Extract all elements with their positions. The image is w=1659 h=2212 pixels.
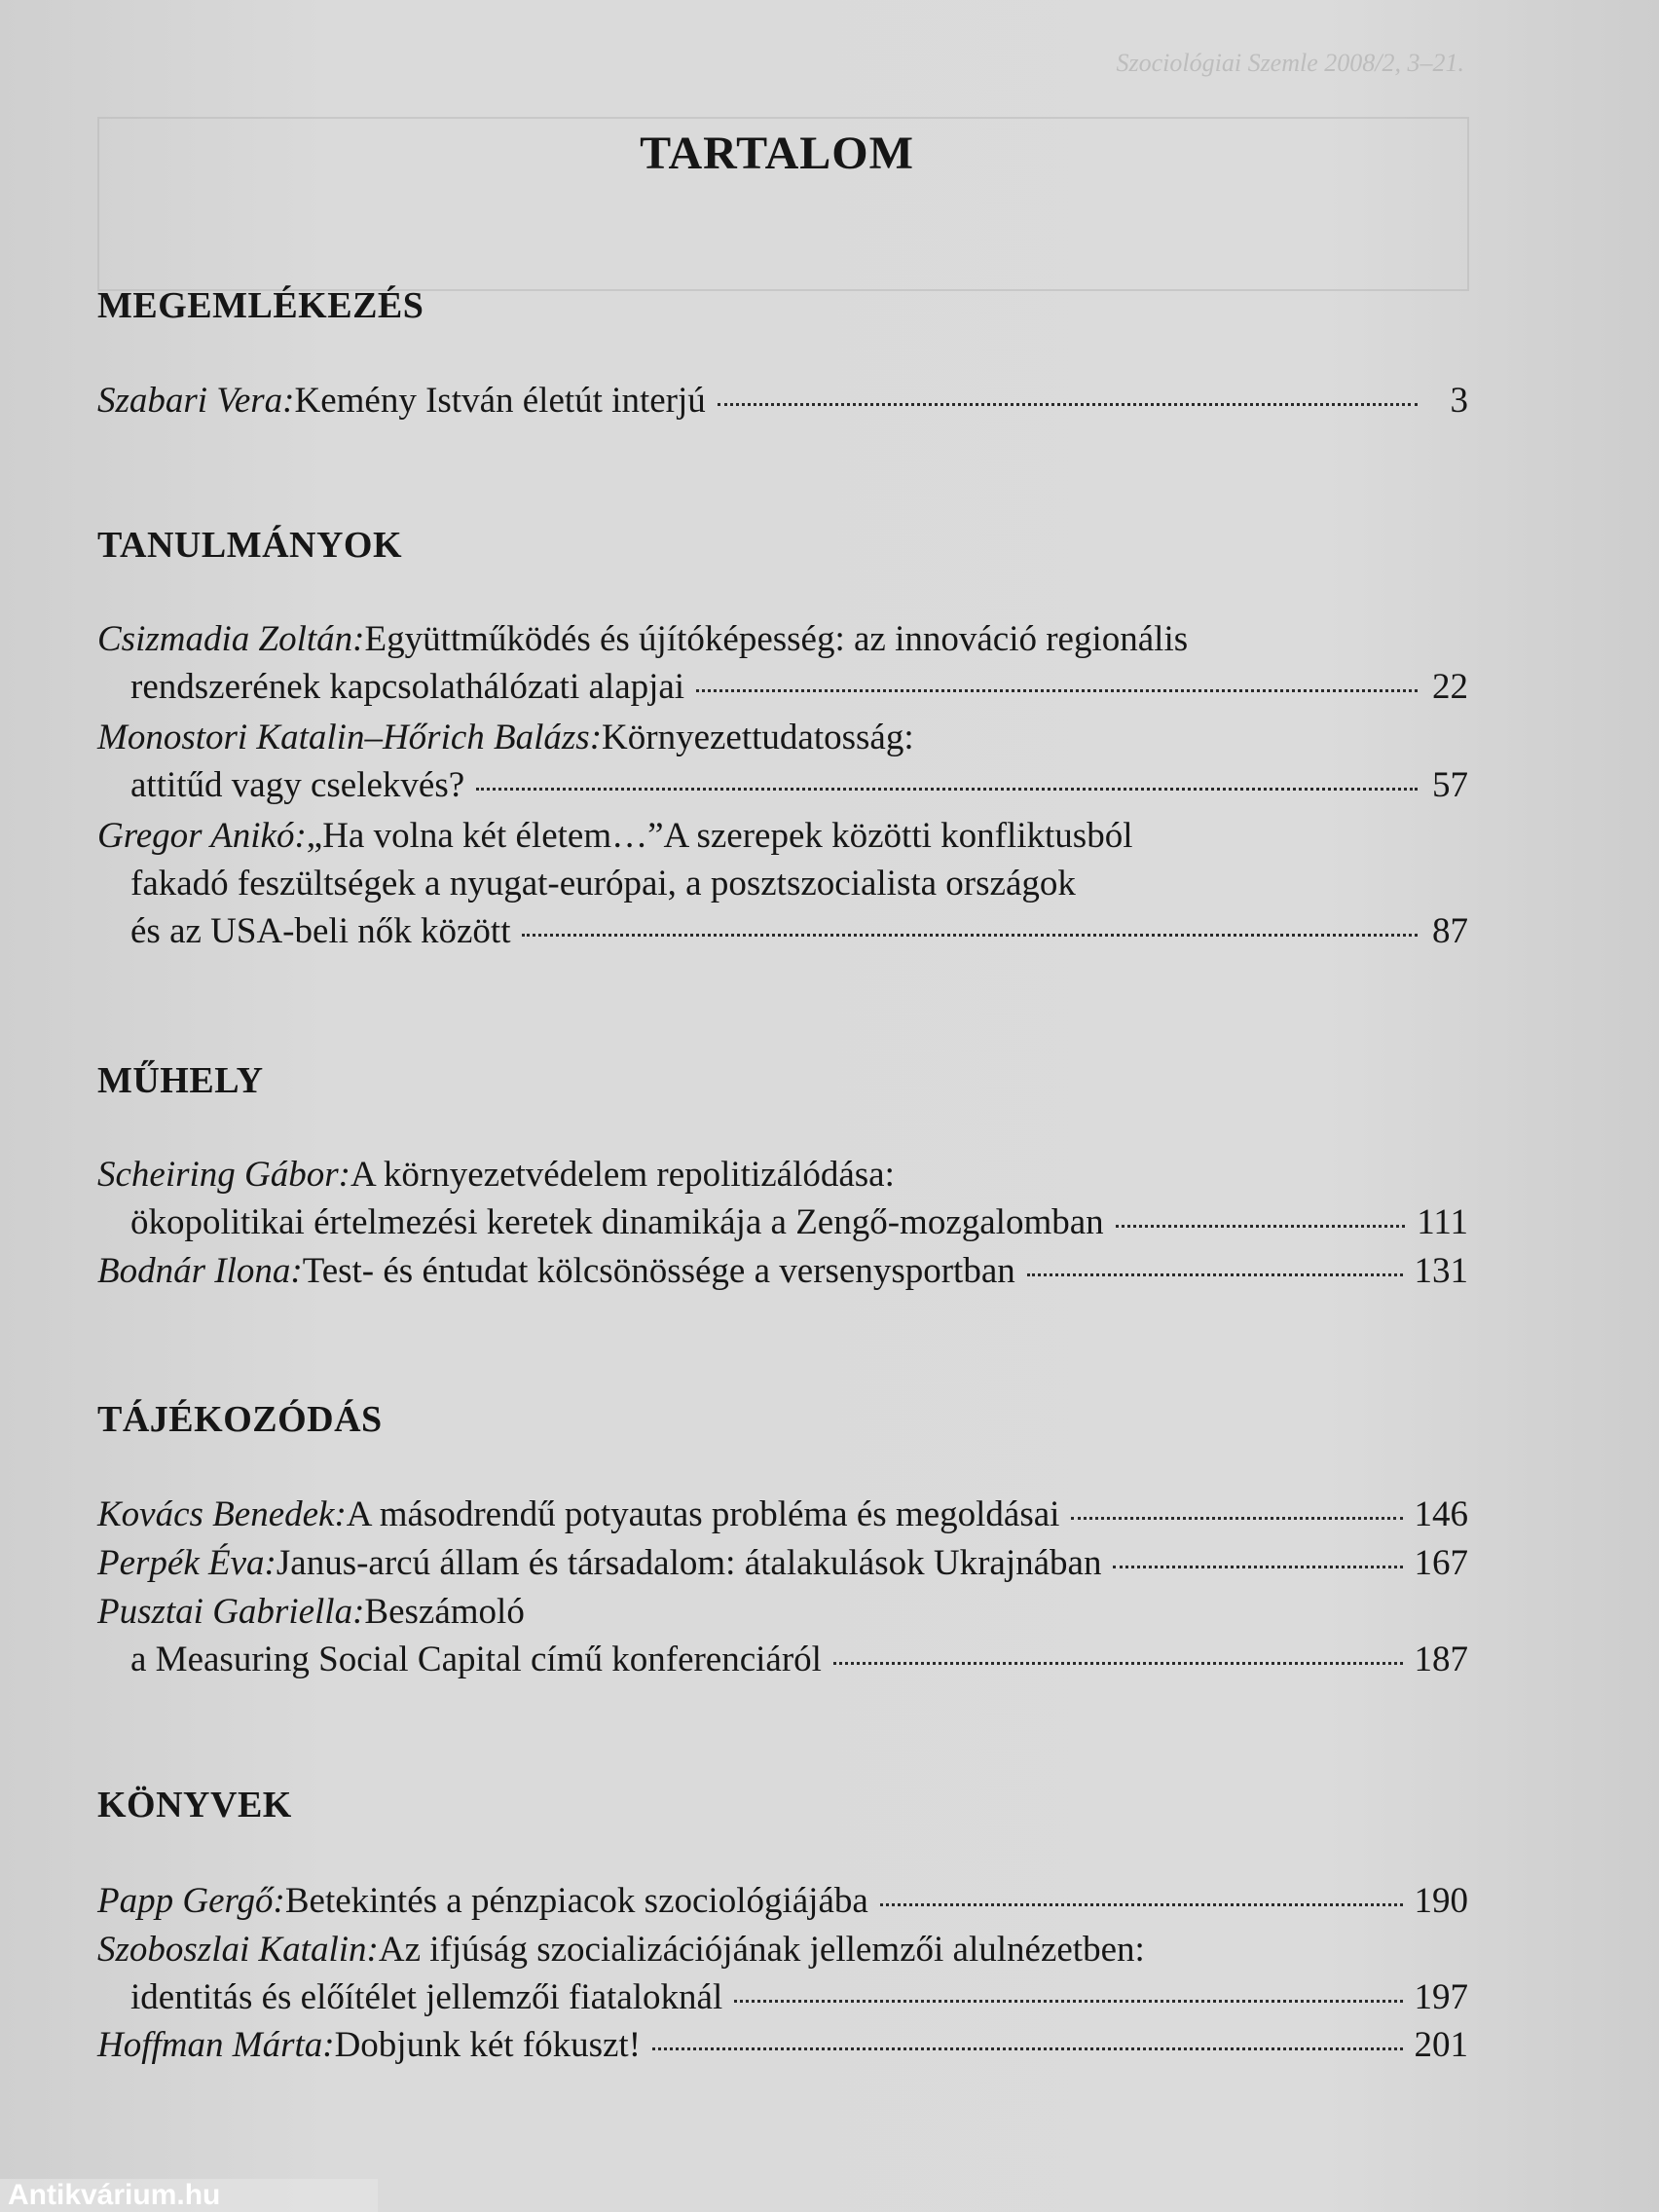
- toc-entry-hoffman[interactable]: [97, 2022, 1468, 2069]
- entry-title: rendszerének kapcsolathálózati alapjai: [130, 667, 685, 707]
- toc-entry-pusztai-cont[interactable]: [130, 1637, 1468, 1683]
- entry-title: Betekintés a pénzpiacok szociológiájába: [284, 1881, 868, 1921]
- entry-title: Janus-arcú állam és társadalom: átalakulások Ukrajnában: [276, 1543, 1102, 1583]
- entry-title: Test- és éntudat kölcsönössége a versenysportban: [302, 1251, 1015, 1291]
- toc-entry-papp[interactable]: [97, 1878, 1468, 1925]
- entry-page: 22: [1432, 667, 1468, 707]
- toc-entry-perpek[interactable]: [97, 1540, 1468, 1587]
- entry-page: 201: [1414, 2025, 1468, 2065]
- toc-entry-csizmadia-cont[interactable]: [130, 664, 1468, 711]
- leader-dots: [1116, 1225, 1406, 1228]
- entry-author: Monostori Katalin–Hőrich Balázs:: [97, 718, 603, 757]
- page-title: TARTALOM: [640, 128, 914, 179]
- entry-title: identitás és előítélet jellemzői fiataloknál: [130, 1977, 723, 2017]
- entry-page: 187: [1414, 1640, 1468, 1679]
- entry-author: Pusztai Gabriella:: [97, 1592, 365, 1632]
- toc-entry-bodnar[interactable]: [97, 1248, 1468, 1295]
- entry-page: 190: [1414, 1881, 1468, 1921]
- entry-title: Beszámoló: [364, 1592, 525, 1632]
- entry-page: 87: [1432, 911, 1468, 951]
- leader-dots: [718, 403, 1418, 406]
- leader-dots: [652, 2047, 1402, 2050]
- entry-title: Környezettudatosság:: [602, 718, 914, 757]
- entry-page: 111: [1417, 1202, 1468, 1242]
- section-muhely: MŰHELY: [97, 1060, 264, 1101]
- entry-author: Papp Gergő:: [97, 1881, 285, 1921]
- entry-page: 167: [1414, 1543, 1468, 1583]
- leader-dots: [880, 1903, 1403, 1906]
- section-tanulmanyok: TANULMÁNYOK: [97, 525, 403, 566]
- entry-author: Hoffman Márta:: [97, 2025, 335, 2065]
- leader-dots: [522, 934, 1418, 937]
- toc-entry-szoboszlai[interactable]: [97, 1927, 1468, 1973]
- leader-dots: [833, 1662, 1403, 1665]
- entry-author: Kovács Benedek:: [97, 1494, 347, 1534]
- entry-author: Csizmadia Zoltán:: [97, 619, 365, 659]
- entry-page: 146: [1414, 1494, 1468, 1534]
- running-header: Szociológiai Szemle 2008/2, 3–21.: [1116, 49, 1464, 77]
- entry-page: 197: [1414, 1977, 1468, 2017]
- toc-entry-monostori[interactable]: [97, 715, 1468, 761]
- entry-title: A másodrendű potyautas probléma és megoldásai: [346, 1494, 1060, 1534]
- watermark: Antikvárium.hu: [0, 2179, 378, 2212]
- toc-entry-csizmadia[interactable]: [97, 616, 1468, 663]
- entry-title: a Measuring Social Capital című konferenciáról: [130, 1640, 822, 1679]
- leader-dots: [1113, 1566, 1402, 1568]
- toc-entry-scheiring-cont[interactable]: [130, 1199, 1468, 1246]
- leader-dots: [734, 2000, 1402, 2003]
- section-tajekozodas: TÁJÉKOZÓDÁS: [97, 1399, 383, 1440]
- entry-page: 57: [1432, 765, 1468, 805]
- toc-entry-gregor-cont1[interactable]: [130, 861, 1468, 907]
- toc-entry-pusztai[interactable]: [97, 1589, 1468, 1636]
- entry-author: Perpék Éva:: [97, 1543, 276, 1583]
- toc-entry-gregor-cont2[interactable]: [130, 908, 1468, 955]
- section-konyvek: KÖNYVEK: [97, 1785, 292, 1825]
- toc-entry-kovacs[interactable]: [97, 1492, 1468, 1538]
- entry-author: Szoboszlai Katalin:: [97, 1930, 379, 1970]
- entry-title: „Ha volna két életem…”A szerepek közötti konfliktusból: [306, 816, 1133, 856]
- leader-dots: [1027, 1273, 1403, 1276]
- entry-title: Dobjunk két fókuszt!: [334, 2025, 642, 2065]
- leader-dots: [1071, 1517, 1402, 1520]
- entry-author: Scheiring Gábor:: [97, 1155, 350, 1195]
- entry-author: Gregor Anikó:: [97, 816, 307, 856]
- entry-title: fakadó feszültségek a nyugat-európai, a posztszocialista országok: [130, 864, 1076, 903]
- leader-dots: [476, 788, 1418, 791]
- entry-title: Az ifjúság szocializációjának jellemzői alulnézetben:: [378, 1930, 1145, 1970]
- leader-dots: [696, 689, 1418, 692]
- entry-title: Kemény István életút interjú: [294, 381, 706, 421]
- entry-title: Együttműködés és újítóképesség: az innováció regionális: [364, 619, 1189, 659]
- toc-entry-scheiring[interactable]: [97, 1152, 1468, 1198]
- entry-author: Szabari Vera:: [97, 381, 295, 421]
- toc-entry-monostori-cont[interactable]: [130, 762, 1468, 809]
- entry-title: A környezetvédelem repolitizálódása:: [350, 1155, 895, 1195]
- entry-title: és az USA-beli nők között: [130, 911, 511, 951]
- section-megemlekezes: MEGEMLÉKEZÉS: [97, 285, 424, 326]
- entry-page: 131: [1414, 1251, 1468, 1291]
- entry-title: ökopolitikai értelmezési keretek dinamikája a Zengő-mozgalomban: [130, 1202, 1104, 1242]
- entry-title: attitűd vagy cselekvés?: [130, 765, 465, 805]
- toc-entry-gregor[interactable]: [97, 813, 1468, 860]
- entry-author: Bodnár Ilona:: [97, 1251, 303, 1291]
- toc-entry-szoboszlai-cont[interactable]: [130, 1974, 1468, 2021]
- entry-page: 3: [1450, 381, 1468, 421]
- toc-entry-szabari[interactable]: [97, 378, 1468, 424]
